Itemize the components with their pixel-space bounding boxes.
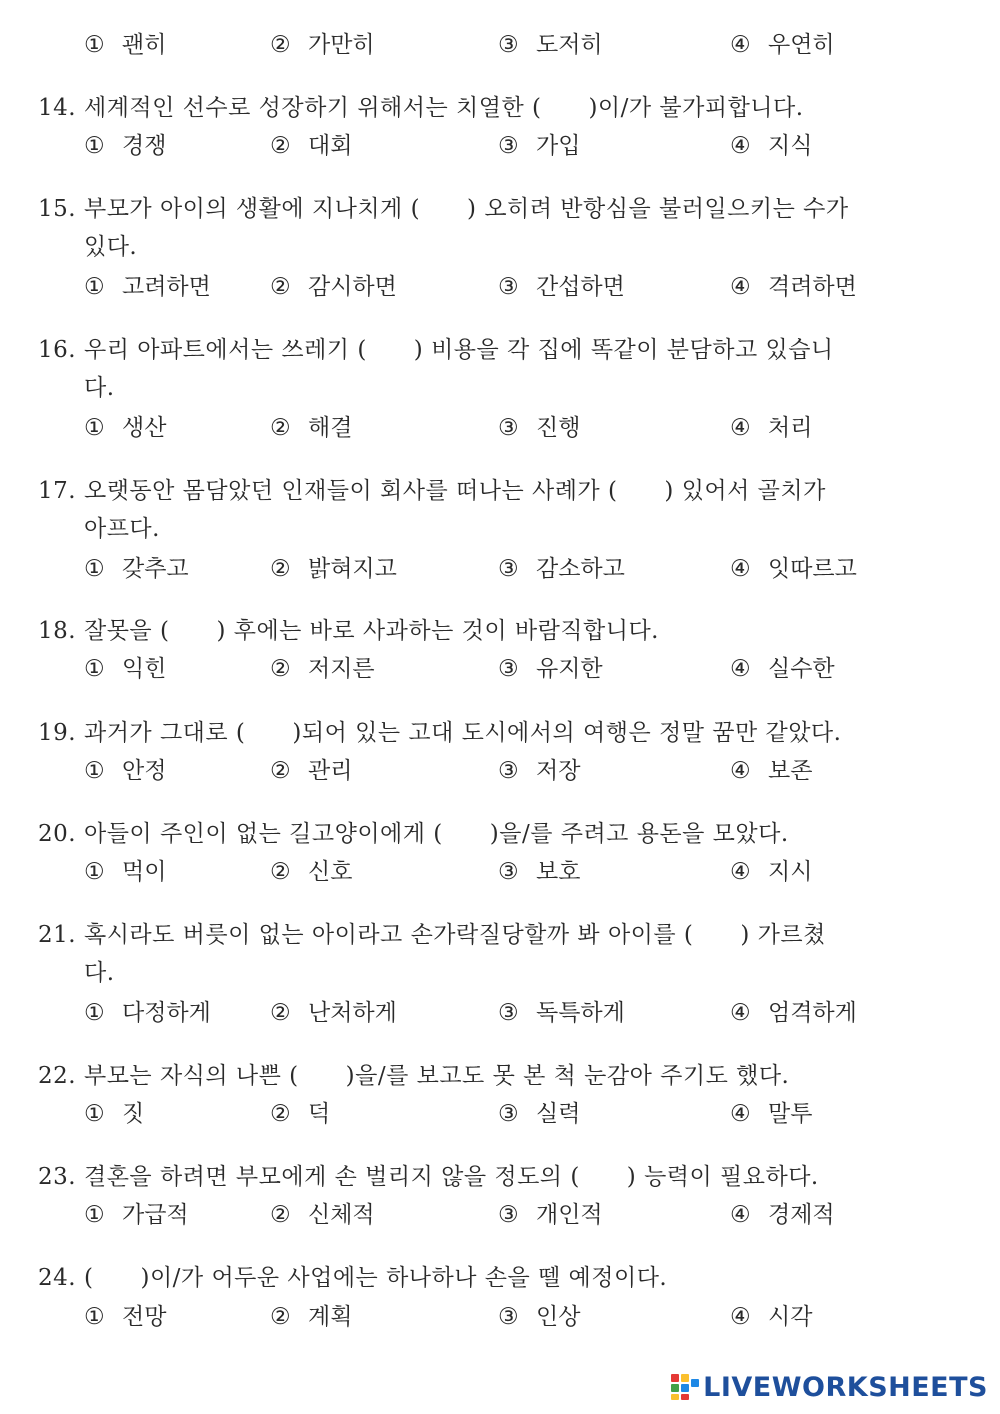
answer-option-4[interactable] — [730, 752, 812, 790]
option-label: 괜히 — [122, 32, 167, 58]
question-number: 21. — [38, 922, 77, 948]
option-label: 간섭하면 — [536, 274, 625, 300]
option-number-mark: ② — [270, 274, 291, 300]
option-label: 말투 — [768, 1101, 813, 1127]
option-label: 저지른 — [308, 656, 375, 682]
option-number-mark: ① — [84, 32, 105, 58]
option-label: 난처하게 — [308, 1000, 397, 1026]
option-label: 신호 — [308, 859, 353, 885]
option-number-mark: ③ — [498, 133, 519, 159]
answer-option-4[interactable] — [730, 650, 835, 688]
question-22 — [38, 1057, 928, 1095]
option-number-mark: ④ — [730, 859, 751, 885]
option-label: 밝혀지고 — [308, 556, 397, 582]
option-number-mark: ④ — [730, 1304, 751, 1330]
answer-option-1[interactable] — [84, 650, 166, 688]
option-number-mark: ② — [270, 556, 291, 582]
option-label: 전망 — [122, 1304, 167, 1330]
option-label: 대회 — [308, 133, 353, 159]
liveworksheets-logo-icon — [671, 1374, 699, 1400]
answer-option-4[interactable] — [730, 1196, 835, 1234]
option-number-mark: ② — [270, 859, 291, 885]
answer-option-3[interactable] — [498, 1196, 603, 1234]
liveworksheets-brand[interactable] — [671, 1372, 988, 1402]
question-text-continued: 아프다. — [84, 516, 160, 542]
answer-option-3[interactable] — [498, 550, 625, 588]
option-label: 처리 — [768, 415, 813, 441]
question-23 — [38, 1158, 928, 1196]
option-number-mark: ② — [270, 415, 291, 441]
option-label: 덕 — [308, 1101, 331, 1127]
option-label: 가급적 — [122, 1202, 189, 1228]
answer-option-4[interactable] — [730, 409, 812, 447]
option-number-mark: ③ — [498, 1304, 519, 1330]
answer-options — [84, 752, 964, 790]
option-label: 익힌 — [122, 656, 167, 682]
answer-option-1[interactable] — [84, 853, 166, 891]
answer-option-2[interactable] — [270, 994, 397, 1032]
answer-option-2[interactable] — [270, 409, 352, 447]
option-number-mark: ② — [270, 656, 291, 682]
question-text: 잘못을 ( ) 후에는 바로 사과하는 것이 바람직합니다. — [84, 618, 659, 644]
answer-option-3[interactable] — [498, 994, 625, 1032]
answer-option-1[interactable] — [84, 752, 166, 790]
answer-option-3[interactable] — [498, 409, 580, 447]
answer-options — [84, 550, 964, 588]
answer-option-3[interactable] — [498, 26, 603, 64]
option-number-mark: ① — [84, 274, 105, 300]
answer-option-3[interactable] — [498, 853, 580, 891]
option-label: 신체적 — [308, 1202, 375, 1228]
option-label: 지시 — [768, 859, 813, 885]
option-number-mark: ① — [84, 1101, 105, 1127]
question-number: 24. — [38, 1265, 77, 1291]
option-number-mark: ① — [84, 859, 105, 885]
answer-option-2[interactable] — [270, 268, 397, 306]
option-number-mark: ① — [84, 133, 105, 159]
option-label: 보존 — [768, 758, 813, 784]
answer-options — [84, 853, 964, 891]
question-number: 22. — [38, 1063, 77, 1089]
option-label: 가입 — [536, 133, 581, 159]
question-number: 14. — [38, 95, 77, 121]
option-label: 먹이 — [122, 859, 167, 885]
answer-option-4[interactable] — [730, 127, 812, 165]
answer-option-1[interactable] — [84, 1196, 189, 1234]
answer-options — [84, 127, 964, 165]
question-14 — [38, 89, 928, 127]
option-number-mark: ② — [270, 133, 291, 159]
question-17 — [38, 472, 928, 548]
question-16 — [38, 331, 928, 407]
answer-option-3[interactable] — [498, 1298, 580, 1336]
question-text: 결혼을 하려면 부모에게 손 벌리지 않을 정도의 ( ) 능력이 필요하다. — [84, 1164, 819, 1190]
option-number-mark: ③ — [498, 859, 519, 885]
option-label: 실수한 — [768, 656, 835, 682]
option-number-mark: ④ — [730, 1101, 751, 1127]
option-number-mark: ③ — [498, 274, 519, 300]
option-label: 보호 — [536, 859, 581, 885]
option-number-mark: ③ — [498, 415, 519, 441]
option-label: 다정하게 — [122, 1000, 211, 1026]
question-number: 15. — [38, 196, 77, 222]
option-number-mark: ④ — [730, 133, 751, 159]
answer-option-4[interactable] — [730, 268, 857, 306]
question-number: 20. — [38, 821, 77, 847]
question-text: ( )이/가 어두운 사업에는 하나하나 손을 뗄 예정이다. — [84, 1265, 668, 1291]
option-number-mark: ① — [84, 556, 105, 582]
option-label: 안정 — [122, 758, 167, 784]
answer-option-3[interactable] — [498, 268, 625, 306]
question-21 — [38, 916, 928, 992]
answer-option-2[interactable] — [270, 26, 375, 64]
option-label: 도저히 — [536, 32, 603, 58]
option-label: 개인적 — [536, 1202, 603, 1228]
answer-option-4[interactable] — [730, 1095, 812, 1133]
option-number-mark: ② — [270, 1000, 291, 1026]
option-label: 우연히 — [768, 32, 835, 58]
option-number-mark: ② — [270, 1101, 291, 1127]
answer-option-1[interactable] — [84, 26, 166, 64]
answer-option-2[interactable] — [270, 1298, 352, 1336]
answer-option-1[interactable] — [84, 409, 166, 447]
question-text-continued: 다. — [84, 375, 115, 401]
question-number: 19. — [38, 720, 77, 746]
question-text: 과거가 그대로 ( )되어 있는 고대 도시에서의 여행은 정말 꿈만 같았다. — [84, 720, 842, 746]
answer-option-2[interactable] — [270, 1196, 375, 1234]
option-number-mark: ③ — [498, 1101, 519, 1127]
option-label: 감시하면 — [308, 274, 397, 300]
option-label: 관리 — [308, 758, 353, 784]
question-text: 혹시라도 버릇이 없는 아이라고 손가락질당할까 봐 아이를 ( ) 가르쳤 — [84, 922, 826, 948]
option-label: 시각 — [768, 1304, 813, 1330]
answer-options — [84, 650, 964, 688]
answer-options — [84, 26, 964, 64]
answer-option-2[interactable] — [270, 752, 352, 790]
option-number-mark: ① — [84, 656, 105, 682]
option-number-mark: ③ — [498, 656, 519, 682]
option-label: 짓 — [122, 1101, 145, 1127]
answer-option-1[interactable] — [84, 1298, 166, 1336]
answer-option-2[interactable] — [270, 1095, 330, 1133]
option-label: 해결 — [308, 415, 353, 441]
option-number-mark: ④ — [730, 1202, 751, 1228]
answer-option-1[interactable] — [84, 994, 211, 1032]
question-text: 오랫동안 몸담았던 인재들이 회사를 떠나는 사례가 ( ) 있어서 골치가 — [84, 478, 826, 504]
option-label: 가만히 — [308, 32, 375, 58]
option-label: 독특하게 — [536, 1000, 625, 1026]
option-number-mark: ③ — [498, 556, 519, 582]
answer-option-4[interactable] — [730, 1298, 812, 1336]
option-number-mark: ③ — [498, 758, 519, 784]
answer-option-2[interactable] — [270, 853, 352, 891]
option-number-mark: ④ — [730, 656, 751, 682]
answer-options — [84, 409, 964, 447]
option-number-mark: ④ — [730, 556, 751, 582]
option-number-mark: ③ — [498, 1202, 519, 1228]
option-label: 경제적 — [768, 1202, 835, 1228]
option-number-mark: ① — [84, 1202, 105, 1228]
answer-option-1[interactable] — [84, 550, 189, 588]
question-text: 우리 아파트에서는 쓰레기 ( ) 비용을 각 집에 똑같이 분담하고 있습니 — [84, 337, 834, 363]
answer-option-1[interactable] — [84, 268, 211, 306]
option-label: 격려하면 — [768, 274, 857, 300]
option-label: 경쟁 — [122, 133, 167, 159]
option-number-mark: ② — [270, 1304, 291, 1330]
question-text: 부모는 자식의 나쁜 ( )을/를 보고도 못 본 척 눈감아 주기도 했다. — [84, 1063, 790, 1089]
question-text: 세계적인 선수로 성장하기 위해서는 치열한 ( )이/가 불가피합니다. — [84, 95, 804, 121]
option-label: 실력 — [536, 1101, 581, 1127]
option-number-mark: ① — [84, 415, 105, 441]
question-text: 부모가 아이의 생활에 지나치게 ( ) 오히려 반항심을 불러일으키는 수가 — [84, 196, 849, 222]
option-number-mark: ① — [84, 1304, 105, 1330]
answer-options — [84, 1095, 964, 1133]
question-18 — [38, 612, 928, 650]
question-20 — [38, 815, 928, 853]
answer-option-3[interactable] — [498, 127, 580, 165]
option-number-mark: ④ — [730, 274, 751, 300]
question-24 — [38, 1259, 928, 1297]
answer-option-4[interactable] — [730, 994, 857, 1032]
question-number: 23. — [38, 1164, 77, 1190]
option-number-mark: ④ — [730, 1000, 751, 1026]
option-number-mark: ④ — [730, 758, 751, 784]
option-label: 저장 — [536, 758, 581, 784]
answer-option-3[interactable] — [498, 650, 603, 688]
option-label: 지식 — [768, 133, 813, 159]
option-label: 잇따르고 — [768, 556, 857, 582]
answer-option-2[interactable] — [270, 127, 352, 165]
question-number: 17. — [38, 478, 77, 504]
option-label: 고려하면 — [122, 274, 211, 300]
answer-option-4[interactable] — [730, 26, 835, 64]
question-text: 아들이 주인이 없는 길고양이에게 ( )을/를 주려고 용돈을 모았다. — [84, 821, 789, 847]
answer-option-1[interactable] — [84, 127, 166, 165]
answer-options — [84, 268, 964, 306]
answer-options — [84, 1298, 964, 1336]
option-number-mark: ② — [270, 758, 291, 784]
question-15 — [38, 190, 928, 266]
option-label: 진행 — [536, 415, 581, 441]
question-text-continued: 다. — [84, 960, 115, 986]
answer-option-3[interactable] — [498, 1095, 580, 1133]
answer-option-2[interactable] — [270, 650, 375, 688]
option-label: 감소하고 — [536, 556, 625, 582]
question-number: 16. — [38, 337, 77, 363]
brand-text: LIVEWORKSHEETS — [703, 1371, 988, 1403]
option-number-mark: ② — [270, 1202, 291, 1228]
option-label: 계획 — [308, 1304, 353, 1330]
answer-option-2[interactable] — [270, 550, 397, 588]
answer-option-1[interactable] — [84, 1095, 144, 1133]
option-number-mark: ③ — [498, 1000, 519, 1026]
answer-options — [84, 1196, 964, 1234]
question-text-continued: 있다. — [84, 234, 138, 260]
question-number: 18. — [38, 618, 77, 644]
option-label: 생산 — [122, 415, 167, 441]
option-number-mark: ④ — [730, 32, 751, 58]
option-label: 유지한 — [536, 656, 603, 682]
option-number-mark: ① — [84, 758, 105, 784]
option-number-mark: ② — [270, 32, 291, 58]
answer-option-3[interactable] — [498, 752, 580, 790]
option-label: 인상 — [536, 1304, 581, 1330]
answer-options — [84, 994, 964, 1032]
answer-option-4[interactable] — [730, 853, 812, 891]
option-number-mark: ① — [84, 1000, 105, 1026]
question-19 — [38, 714, 928, 752]
option-label: 갖추고 — [122, 556, 189, 582]
answer-option-4[interactable] — [730, 550, 857, 588]
option-label: 엄격하게 — [768, 1000, 857, 1026]
option-number-mark: ③ — [498, 32, 519, 58]
option-number-mark: ④ — [730, 415, 751, 441]
